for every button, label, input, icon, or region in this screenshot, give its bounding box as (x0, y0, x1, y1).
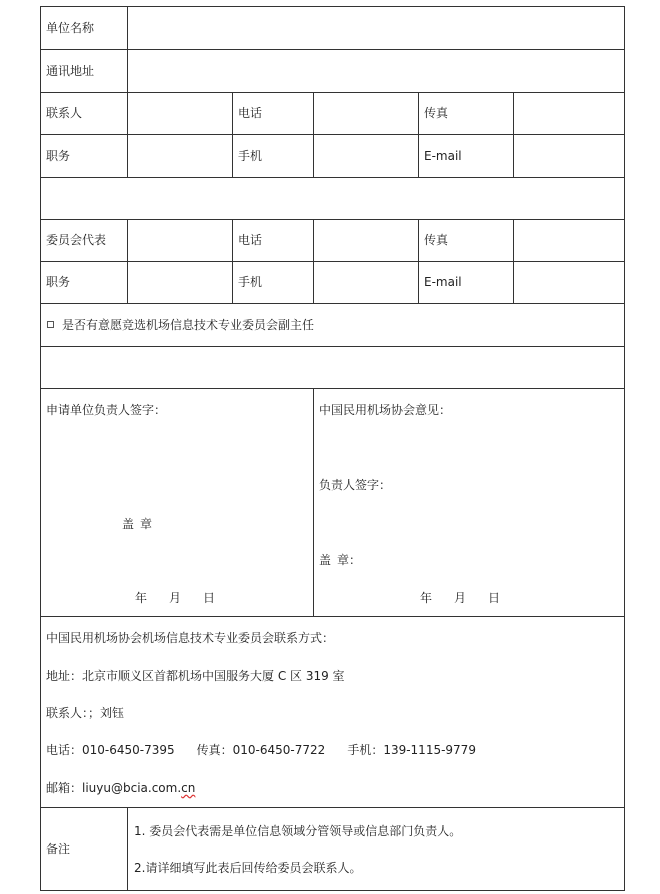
row-rep-position (41, 262, 625, 304)
fax-field[interactable] (514, 93, 625, 135)
association-opinion-label: 中国民用机场协会意见： (319, 403, 452, 417)
row-remarks (41, 808, 625, 891)
contact-info-title: 中国民用机场协会机场信息技术专业委员会联系方式： (46, 631, 335, 645)
row-address (41, 50, 625, 93)
contact-info-person: 联系人：；刘钰 (46, 706, 125, 720)
contact-mobile: 手机：139-1115-9779 (347, 743, 476, 757)
address-label: 通讯地址 (41, 50, 128, 93)
unit-name-label: 单位名称 (41, 7, 128, 50)
date-line: 年 月 日 (135, 591, 216, 605)
candidacy-checkbox-cell (41, 304, 625, 347)
mobile-label: 手机 (233, 135, 314, 178)
email-field[interactable] (514, 135, 625, 178)
unit-name-field[interactable] (128, 7, 625, 50)
phone-label: 电话 (233, 93, 314, 135)
row-contact (41, 93, 625, 135)
email-label: E-mail (419, 135, 514, 178)
row-blank-1 (41, 178, 625, 220)
rep-mobile-field[interactable] (314, 262, 419, 304)
contact-info-cell (41, 617, 625, 808)
address-field[interactable] (128, 50, 625, 93)
mobile-field[interactable] (314, 135, 419, 178)
rep-position-label: 职务 (41, 262, 128, 304)
row-contact-position (41, 135, 625, 178)
applicant-sign-label: 申请单位负责人签字： (46, 403, 167, 417)
remarks-label: 备注 (41, 808, 128, 891)
rep-email-label: E-mail (419, 262, 514, 304)
rep-phone-field[interactable] (314, 220, 419, 262)
rep-email-field[interactable] (514, 262, 625, 304)
row-blank-2 (41, 347, 625, 389)
position-label: 职务 (41, 135, 128, 178)
blank-row (41, 347, 625, 389)
row-contact-info (41, 617, 625, 808)
row-unit-name (41, 7, 625, 50)
rep-mobile-label: 手机 (233, 262, 314, 304)
rep-fax-field[interactable] (514, 220, 625, 262)
seal-colon-label: 盖 章： (319, 553, 362, 567)
leader-sign-label: 负责人签字： (319, 478, 392, 492)
contact-fax: 传真：010-6450-7722 (196, 743, 326, 757)
row-checkbox (41, 304, 625, 347)
row-rep (41, 220, 625, 262)
rep-label: 委员会代表 (41, 220, 128, 262)
contact-info-address: 地址：北京市顺义区首都机场中国服务大厦 C 区 319 室 (46, 669, 345, 683)
row-signatures (41, 389, 625, 617)
candidacy-checkbox-text: 是否有意愿竞选机场信息技术专业委员会副主任 (62, 317, 315, 332)
association-opinion-cell (314, 389, 625, 617)
blank-row (41, 178, 625, 220)
contact-field[interactable] (128, 93, 233, 135)
fax-label: 传真 (419, 93, 514, 135)
applicant-sign-cell (41, 389, 314, 617)
seal-label: 盖 章 (122, 517, 153, 531)
rep-field[interactable] (128, 220, 233, 262)
candidacy-checkbox[interactable] (47, 321, 54, 328)
rep-phone-label: 电话 (233, 220, 314, 262)
date-line: 年 月 日 (420, 591, 501, 605)
contact-label: 联系人 (41, 93, 128, 135)
rep-position-field[interactable] (128, 262, 233, 304)
application-form (40, 6, 625, 891)
contact-info-phones (46, 743, 476, 757)
contact-info-email: 邮箱：liuyu@bcia.com.cn (46, 781, 196, 795)
phone-field[interactable] (314, 93, 419, 135)
remark-item-2: 2.请详细填写此表后回传给委员会联系人。 (134, 861, 362, 875)
position-field[interactable] (128, 135, 233, 178)
contact-phone: 电话：010-6450-7395 (46, 743, 175, 757)
rep-fax-label: 传真 (419, 220, 514, 262)
remark-item-1: 1. 委员会代表需是单位信息领域分管领导或信息部门负责人。 (134, 824, 462, 838)
remarks-cell (128, 808, 625, 891)
